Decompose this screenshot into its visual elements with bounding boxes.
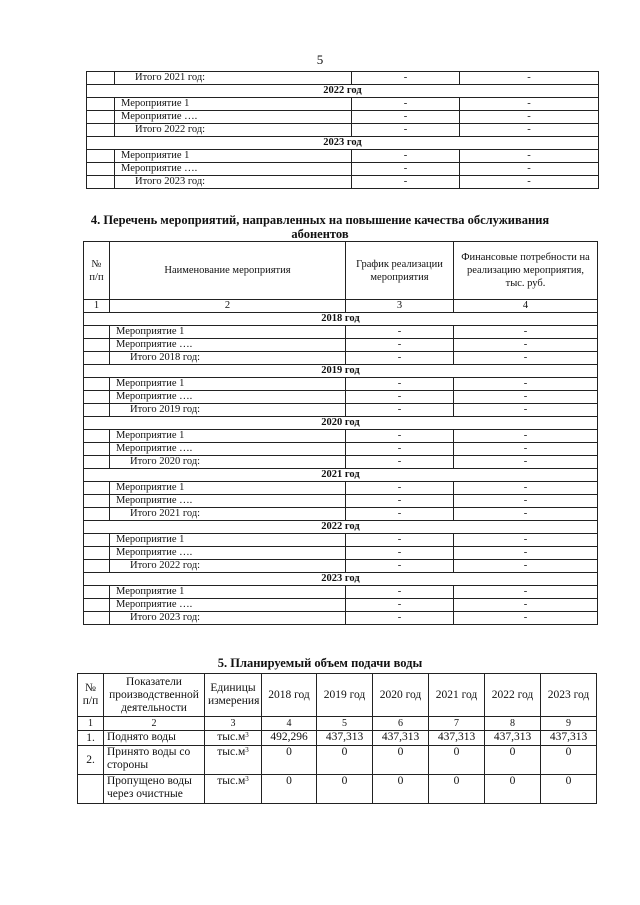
event-name: Итого 2021 год: <box>115 72 352 85</box>
finance-value: - <box>454 430 598 443</box>
year-value: 0 <box>317 775 373 804</box>
year-heading: 2018 год <box>84 313 598 326</box>
finance-value: - <box>454 443 598 456</box>
section-4-title: 4. Перечень мероприятий, направленных на повышение качества обслуживания абонентов <box>90 213 550 241</box>
year-heading: 2020 год <box>84 417 598 430</box>
finance-value: - <box>460 72 599 85</box>
finance-value: - <box>454 495 598 508</box>
event-row <box>87 111 599 124</box>
schedule-value: - <box>352 176 460 189</box>
header-year-2023: 2023 год <box>541 674 597 717</box>
number-cell <box>84 612 110 625</box>
event-name: Итого 2021 год: <box>110 508 346 521</box>
header-unit: Единицы измерения <box>205 674 262 717</box>
finance-value: - <box>454 456 598 469</box>
schedule-value: - <box>346 547 454 560</box>
year-value: 437,313 <box>541 731 597 746</box>
indicator-name: Пропущено воды через очистные <box>104 775 205 804</box>
indicator-name: Принято воды со стороны <box>104 746 205 775</box>
finance-value: - <box>454 534 598 547</box>
indicator-name: Поднято воды <box>104 731 205 746</box>
header-year-2021: 2021 год <box>429 674 485 717</box>
page-number: 5 <box>316 52 324 67</box>
number-cell <box>84 378 110 391</box>
event-row <box>84 339 598 352</box>
finance-value: - <box>460 111 599 124</box>
number-cell <box>84 391 110 404</box>
finance-value: - <box>460 176 599 189</box>
indicator-row <box>78 746 597 775</box>
number-cell <box>87 98 115 111</box>
number-cell <box>84 443 110 456</box>
total-row <box>87 176 599 189</box>
number-cell <box>84 560 110 573</box>
schedule-value: - <box>346 404 454 417</box>
year-value: 0 <box>262 775 317 804</box>
schedule-value: - <box>352 98 460 111</box>
event-name: Итого 2022 год: <box>110 560 346 573</box>
number-cell <box>84 508 110 521</box>
event-name: Мероприятие 1 <box>110 378 346 391</box>
event-row <box>87 163 599 176</box>
total-row <box>84 352 598 365</box>
number-cell <box>84 456 110 469</box>
schedule-value: - <box>346 534 454 547</box>
column-number: 2 <box>104 717 205 731</box>
event-name: Итого 2023 год: <box>110 612 346 625</box>
table-header-row <box>78 674 597 717</box>
event-name: Мероприятие 1 <box>110 482 346 495</box>
event-row <box>84 443 598 456</box>
year-value: 0 <box>485 775 541 804</box>
event-name: Мероприятие …. <box>110 547 346 560</box>
schedule-value: - <box>346 612 454 625</box>
indicator-row <box>78 775 597 804</box>
year-heading: 2019 год <box>84 365 598 378</box>
number-cell <box>84 534 110 547</box>
total-row <box>84 404 598 417</box>
event-name: Мероприятие 1 <box>115 150 352 163</box>
finance-value: - <box>460 124 599 137</box>
year-row <box>84 469 598 482</box>
number-cell <box>84 430 110 443</box>
schedule-value: - <box>346 508 454 521</box>
section-5-title: 5. Планируемый объем подачи воды <box>217 656 423 670</box>
schedule-value: - <box>346 430 454 443</box>
year-row <box>84 573 598 586</box>
finance-value: - <box>460 163 599 176</box>
indicator-row <box>78 731 597 746</box>
number-cell <box>84 352 110 365</box>
year-value: 0 <box>485 746 541 775</box>
year-heading: 2023 год <box>87 137 599 150</box>
event-row <box>87 150 599 163</box>
column-number-row: 1 2 3 4 <box>84 300 598 313</box>
header-financial-needs: Финансовые потребности на реализацию мероприятия, тыс. руб. <box>454 242 598 300</box>
number-cell <box>87 111 115 124</box>
schedule-value: - <box>346 326 454 339</box>
row-number <box>78 775 104 804</box>
total-row <box>84 508 598 521</box>
event-name: Мероприятие 1 <box>110 430 346 443</box>
schedule-value: - <box>346 456 454 469</box>
finance-value: - <box>454 508 598 521</box>
event-row <box>84 326 598 339</box>
number-cell <box>84 547 110 560</box>
service-quality-events-table <box>83 241 598 625</box>
event-name: Итого 2018 год: <box>110 352 346 365</box>
column-number: 1 <box>78 717 104 731</box>
year-value: 0 <box>541 775 597 804</box>
header-indicator: Показатели производственной деятельности <box>104 674 205 717</box>
event-name: Мероприятие …. <box>110 391 346 404</box>
column-number: 4 <box>262 717 317 731</box>
event-name: Мероприятие 1 <box>110 326 346 339</box>
year-row <box>84 313 598 326</box>
schedule-value: - <box>346 482 454 495</box>
column-number: 9 <box>541 717 597 731</box>
finance-value: - <box>454 352 598 365</box>
number-cell <box>87 176 115 189</box>
column-number: 3 <box>205 717 262 731</box>
event-name: Мероприятие …. <box>115 163 352 176</box>
year-value: 492,296 <box>262 731 317 746</box>
number-cell <box>87 150 115 163</box>
number-cell <box>84 482 110 495</box>
year-row <box>84 365 598 378</box>
event-name: Мероприятие …. <box>110 443 346 456</box>
schedule-value: - <box>352 111 460 124</box>
number-cell <box>87 72 115 85</box>
schedule-value: - <box>346 378 454 391</box>
total-row <box>84 456 598 469</box>
year-row <box>84 417 598 430</box>
year-heading: 2022 год <box>87 85 599 98</box>
total-row <box>87 72 599 85</box>
year-value: 0 <box>373 746 429 775</box>
event-name: Итого 2019 год: <box>110 404 346 417</box>
year-value: 437,313 <box>485 731 541 746</box>
schedule-value: - <box>346 495 454 508</box>
number-cell <box>84 495 110 508</box>
schedule-value: - <box>346 391 454 404</box>
finance-value: - <box>454 547 598 560</box>
total-row <box>87 124 599 137</box>
finance-value: - <box>460 150 599 163</box>
schedule-value: - <box>346 586 454 599</box>
year-row <box>87 137 599 150</box>
year-value: 0 <box>429 746 485 775</box>
event-name: Итого 2022 год: <box>115 124 352 137</box>
year-heading: 2023 год <box>84 573 598 586</box>
column-number: 6 <box>373 717 429 731</box>
number-cell <box>87 163 115 176</box>
number-cell <box>84 599 110 612</box>
event-name: Мероприятие …. <box>110 495 346 508</box>
schedule-value: - <box>352 163 460 176</box>
number-cell <box>84 586 110 599</box>
header-event-name: Наименование мероприятия <box>110 242 346 300</box>
event-row <box>84 547 598 560</box>
unit-cell: $тыс.м^3$ <box>205 746 262 775</box>
event-name: Итого 2023 год: <box>115 176 352 189</box>
water-supply-volume-table <box>77 673 597 804</box>
event-row <box>84 391 598 404</box>
column-number: 5 <box>317 717 373 731</box>
year-value: 437,313 <box>373 731 429 746</box>
year-row <box>84 521 598 534</box>
total-row <box>84 612 598 625</box>
header-number: № п/п <box>84 242 110 300</box>
year-value: 0 <box>317 746 373 775</box>
number-cell <box>87 124 115 137</box>
column-number-row <box>78 717 597 731</box>
row-number: 2. <box>78 746 104 775</box>
year-value: 437,313 <box>429 731 485 746</box>
finance-value: - <box>454 326 598 339</box>
event-row <box>87 98 599 111</box>
year-value: 0 <box>541 746 597 775</box>
schedule-value: - <box>346 599 454 612</box>
event-name: Мероприятие …. <box>110 339 346 352</box>
event-name: Мероприятие 1 <box>110 534 346 547</box>
year-value: 437,313 <box>317 731 373 746</box>
finance-value: - <box>454 599 598 612</box>
schedule-value: - <box>352 124 460 137</box>
schedule-value: - <box>346 560 454 573</box>
event-row <box>84 495 598 508</box>
event-row <box>84 586 598 599</box>
header-year-2020: 2020 год <box>373 674 429 717</box>
header-number: № п/п <box>78 674 104 717</box>
schedule-value: - <box>346 443 454 456</box>
finance-value: - <box>454 391 598 404</box>
schedule-value: - <box>346 339 454 352</box>
schedule-value: - <box>352 72 460 85</box>
header-year-2019: 2019 год <box>317 674 373 717</box>
event-name: Мероприятие …. <box>115 111 352 124</box>
event-row <box>84 599 598 612</box>
number-cell <box>84 404 110 417</box>
event-name: Мероприятие …. <box>110 599 346 612</box>
header-year-2022: 2022 год <box>485 674 541 717</box>
schedule-value: - <box>352 150 460 163</box>
finance-value: - <box>460 98 599 111</box>
table-header-row <box>84 242 598 300</box>
unit-cell: $тыс.м^3$ <box>205 775 262 804</box>
number-cell <box>84 339 110 352</box>
finance-value: - <box>454 404 598 417</box>
row-number: 1. <box>78 731 104 746</box>
year-heading: 2022 год <box>84 521 598 534</box>
event-row <box>84 482 598 495</box>
total-row <box>84 560 598 573</box>
year-row <box>87 85 599 98</box>
number-cell <box>84 326 110 339</box>
event-name: Мероприятие 1 <box>115 98 352 111</box>
events-table-continued <box>86 71 599 189</box>
schedule-value: - <box>346 352 454 365</box>
unit-cell: $тыс.м^3$ <box>205 731 262 746</box>
event-row <box>84 378 598 391</box>
event-row <box>84 534 598 547</box>
header-year-2018: 2018 год <box>262 674 317 717</box>
event-row <box>84 430 598 443</box>
year-value: 0 <box>429 775 485 804</box>
finance-value: - <box>454 482 598 495</box>
finance-value: - <box>454 339 598 352</box>
finance-value: - <box>454 586 598 599</box>
year-heading: 2021 год <box>84 469 598 482</box>
finance-value: - <box>454 612 598 625</box>
year-value: 0 <box>373 775 429 804</box>
column-number: 8 <box>485 717 541 731</box>
year-value: 0 <box>262 746 317 775</box>
header-schedule: График реализации мероприятия <box>346 242 454 300</box>
event-name: Мероприятие 1 <box>110 586 346 599</box>
column-number: 7 <box>429 717 485 731</box>
finance-value: - <box>454 378 598 391</box>
event-name: Итого 2020 год: <box>110 456 346 469</box>
finance-value: - <box>454 560 598 573</box>
